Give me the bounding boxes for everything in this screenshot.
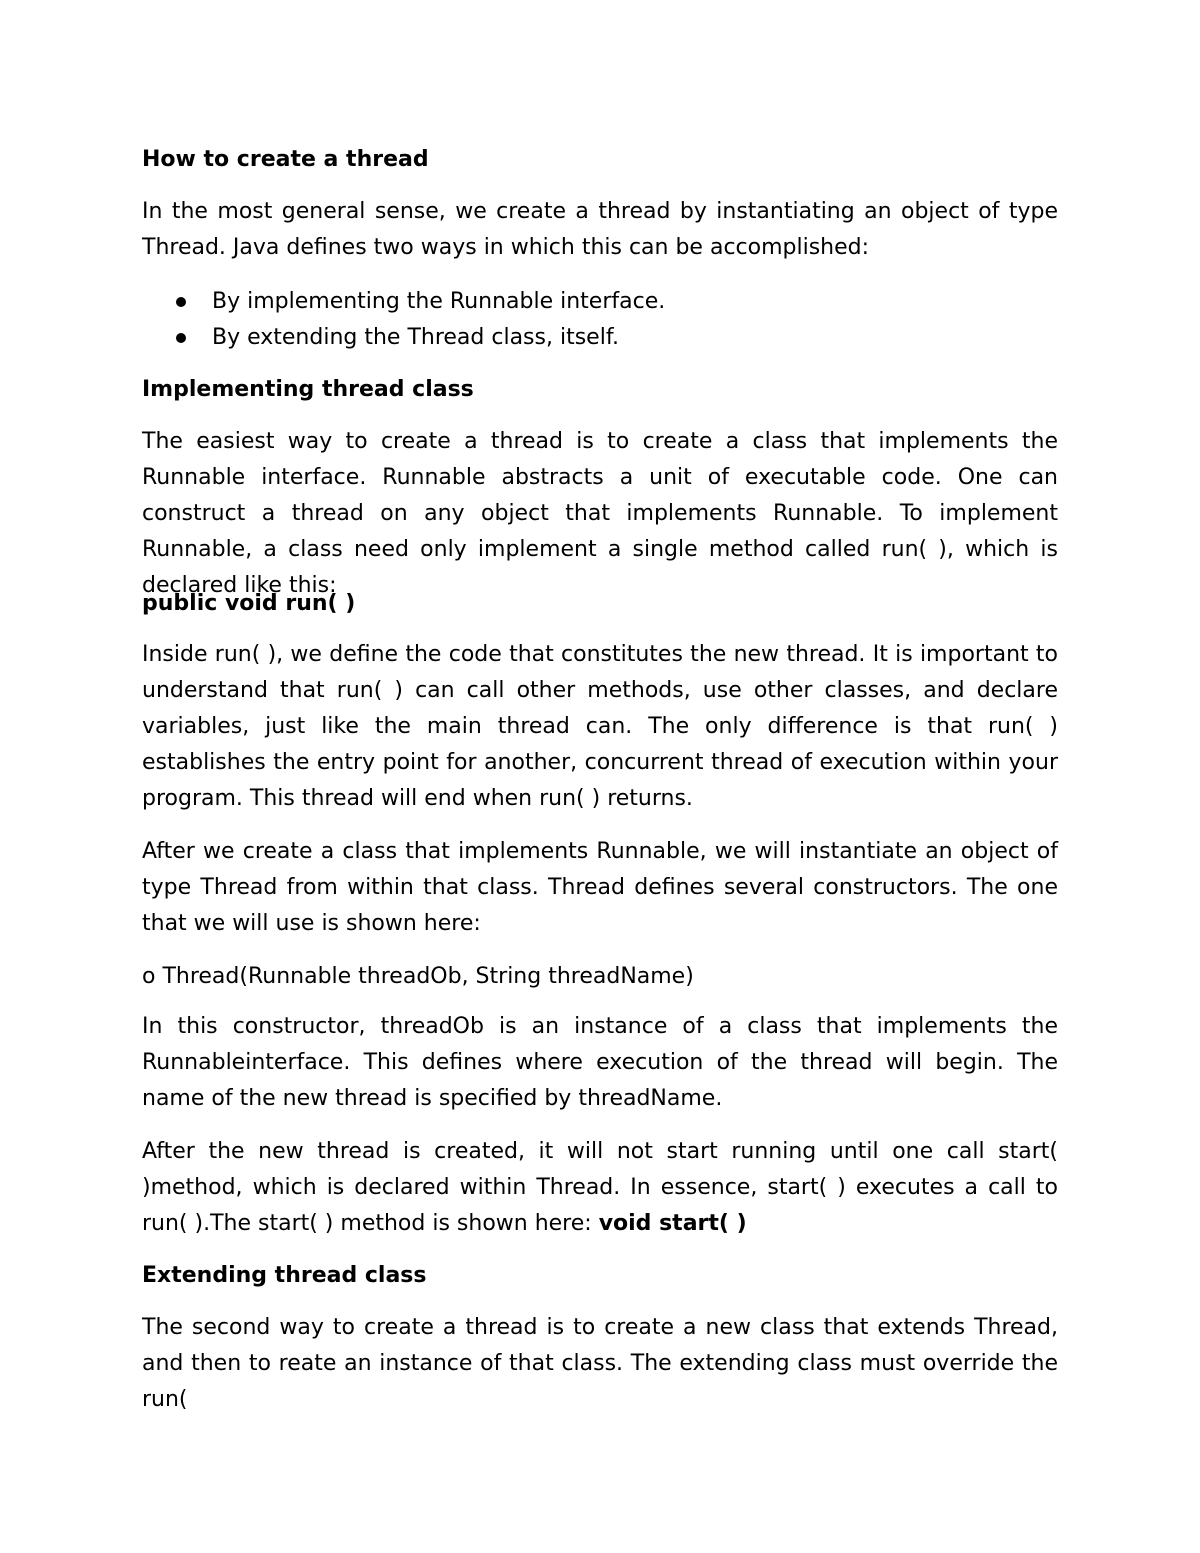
bullet-item-text: By extending the Thread class, itself.	[212, 325, 619, 350]
bullet-list	[142, 284, 665, 356]
paragraph-instantiate: After we create a class that implements Runnable, we will instantiate an object of type Thread from within that class. Thread defines several constructors. The one that we will use is shown here:	[142, 839, 1058, 936]
bullet-item	[142, 320, 665, 356]
heading-extending-thread: Extending thread class	[142, 1263, 427, 1288]
paragraph-inside-run: Inside run( ), we define the code that constitutes the new thread. It is important to understand that run( ) can call other methods, use other classes, and declare variables, just like the main thread can. The only difference is that run( ) establishes the entry point for another, concurrent thread of execution within your program. This thread will end when run( ) returns.	[142, 642, 1058, 811]
code-thread-constructor: o Thread(Runnable threadOb, String threadName)	[142, 964, 694, 989]
code-run-signature: public void run( )	[142, 591, 356, 616]
bullet-dot-icon	[176, 297, 186, 307]
paragraph-start-method	[142, 1134, 1058, 1242]
code-void-start: void start( )	[598, 1211, 747, 1236]
heading-implementing-thread: Implementing thread class	[142, 377, 474, 402]
paragraph-intro: In the most general sense, we create a thread by instantiating an object of type Thread. Java defines two ways in which this can be accomplished:	[142, 199, 1058, 260]
paragraph-extending: The second way to create a thread is to create a new class that extends Thread, and then to reate an instance of that class. The extending class must override the run(	[142, 1315, 1058, 1412]
heading-create-thread: How to create a thread	[142, 147, 429, 172]
bullet-item	[142, 284, 665, 320]
bullet-item-text: By implementing the Runnable interface.	[212, 289, 666, 314]
bullet-dot-icon	[176, 333, 186, 343]
paragraph-start-text: After the new thread is created, it will not start running until one call start( )method, which is declared within Thread. In essence, start( ) executes a call to run( ).The start( ) method is shown here:	[142, 1139, 1058, 1236]
paragraph-constructor: In this constructor, threadOb is an instance of a class that implements the Runnableinterface. This defines where execution of the thread will begin. The name of the new thread is specified by threadName.	[142, 1014, 1058, 1111]
paragraph-runnable: The easiest way to create a thread is to create a class that implements the Runnable interface. Runnable abstracts a unit of executable code. One can construct a thread on any object that implements Runnable. To implement Runnable, a class need only implement a single method called run( ), which is declared like this:	[142, 429, 1058, 598]
